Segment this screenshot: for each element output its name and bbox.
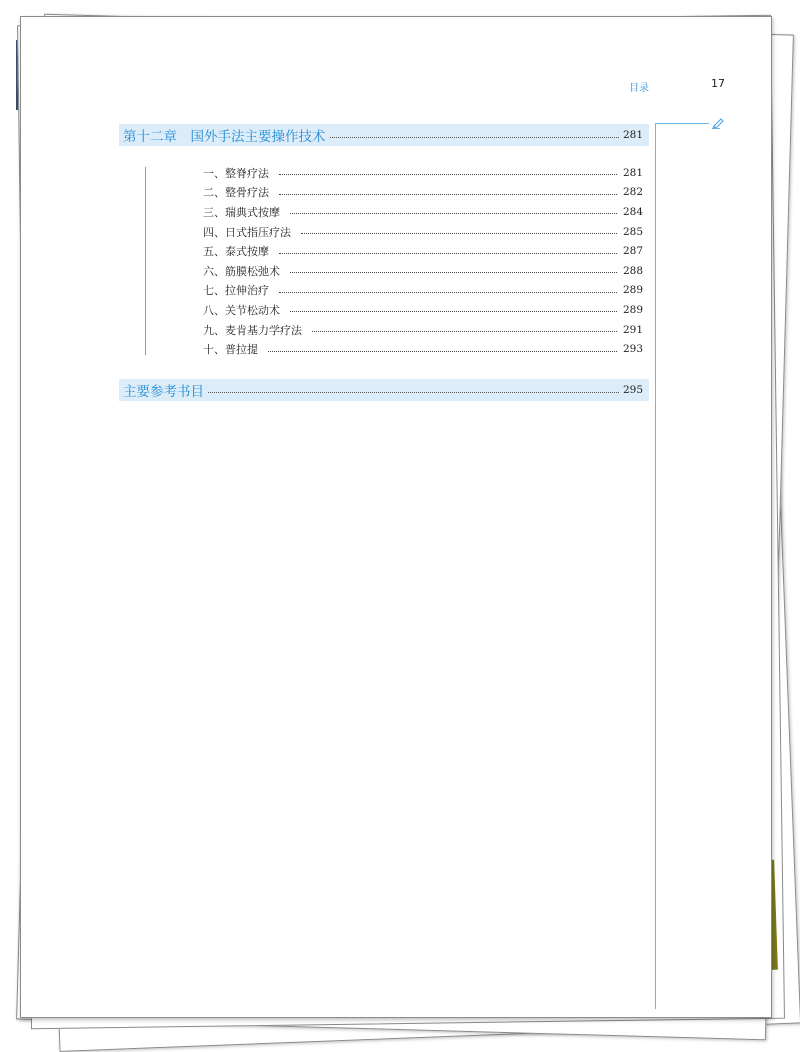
dot-leader [279,253,617,254]
running-header: 目录 [629,83,649,94]
pen-icon [711,115,725,129]
toc-item[interactable] [203,261,643,281]
toc-item[interactable] [203,183,643,203]
dot-leader [279,194,617,195]
chapter-title: 第十二章 国外手法主要操作技术 [123,129,326,145]
page-number: 17 [711,77,725,90]
dot-leader [290,272,617,273]
section-title: 九、麦肯基力学疗法 [203,323,302,337]
section-page-number: 288 [622,264,643,277]
section-page-number: 281 [622,166,643,179]
references-page-number: 295 [622,384,643,396]
dot-leader [330,137,619,138]
toc-item[interactable] [203,222,643,242]
section-title: 八、关节松动术 [203,303,280,317]
chapter-page-number: 281 [622,129,643,141]
section-title: 四、日式指压疗法 [203,225,291,239]
margin-rule-horizontal [655,123,709,124]
toc-item[interactable] [203,202,643,222]
dot-leader [279,292,617,293]
toc-item[interactable] [203,300,643,320]
section-bracket-line [145,167,146,355]
dot-leader [290,311,617,312]
toc-item[interactable] [203,281,643,301]
dot-leader [268,351,617,352]
toc-item[interactable] [203,320,643,340]
section-page-number: 285 [622,225,643,238]
dot-leader [290,213,617,214]
dot-leader [208,392,619,393]
section-title: 二、整骨疗法 [203,186,269,200]
section-page-number: 284 [622,205,643,218]
section-page-number: 289 [622,284,643,297]
section-page-number: 287 [622,245,643,258]
dot-leader [279,174,617,175]
section-title: 五、泰式按摩 [203,245,269,259]
toc-item[interactable] [203,241,643,261]
references-entry[interactable] [119,379,649,401]
margin-rule-vertical [655,123,656,1009]
section-title: 一、整脊疗法 [203,166,269,180]
dot-leader [301,233,617,234]
references-title: 主要参考书目 [123,384,204,400]
section-page-number: 289 [622,303,643,316]
dot-leader [312,331,617,332]
toc-item[interactable] [203,339,643,359]
document-page [20,16,772,1018]
section-page-number: 291 [622,323,643,336]
chapter-entry[interactable] [119,124,649,146]
section-title: 三、瑞典式按摩 [203,205,280,219]
toc-item[interactable] [203,163,643,183]
section-page-number: 293 [622,343,643,356]
section-title: 七、拉伸治疗 [203,284,269,298]
section-title: 六、筋膜松弛术 [203,264,280,278]
section-title: 十、普拉提 [203,343,258,357]
section-page-number: 282 [622,186,643,199]
section-list [203,163,643,359]
